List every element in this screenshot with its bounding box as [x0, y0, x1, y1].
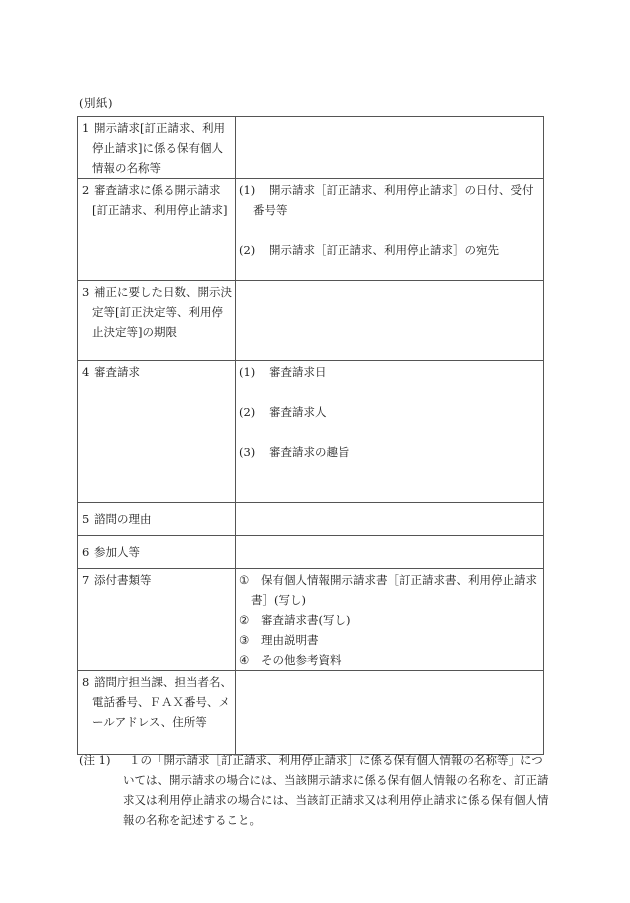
row-value-cell[interactable] — [236, 536, 544, 569]
row-label: 審査請求 — [94, 365, 140, 379]
row-number: 2 — [82, 183, 90, 197]
sub-item: (1) 審査請求日 — [239, 365, 327, 379]
table-row — [78, 361, 544, 503]
row-number: 3 — [82, 285, 90, 299]
row-number: 7 — [82, 573, 90, 587]
row-value-cell[interactable] — [236, 361, 544, 503]
sub-item: (3) 審査請求の趣旨 — [239, 445, 350, 459]
attachment-item: ③ 理由説明書 — [239, 633, 319, 647]
row-label: 諮問庁担当課、担当者名、電話番号、ＦＡＸ番号、メールアドレス、住所等 — [92, 675, 232, 729]
sub-item: (1) 開示請求［訂正請求、利用停止請求］の日付、受付番号等 — [239, 183, 534, 217]
row-value-cell[interactable] — [236, 671, 544, 755]
row-label: 諮問の理由 — [94, 512, 152, 526]
row-number: 5 — [82, 512, 90, 526]
row-label-cell — [78, 503, 236, 536]
row-number: 1 — [82, 121, 90, 135]
row-label-cell — [78, 361, 236, 503]
row-label-cell — [78, 117, 236, 179]
sub-item: (2) 審査請求人 — [239, 405, 327, 419]
row-label-cell — [78, 179, 236, 281]
row-label-cell — [78, 671, 236, 755]
table-row — [78, 117, 544, 179]
row-value-cell[interactable] — [236, 503, 544, 536]
table-row — [78, 536, 544, 569]
row-label: 開示請求[訂正請求、利用停止請求]に係る保有個人情報の名称等 — [92, 121, 225, 175]
row-value-cell[interactable] — [236, 179, 544, 281]
footnote-label: (注 1) — [79, 753, 111, 767]
table-row — [78, 281, 544, 361]
row-number: 8 — [82, 675, 90, 689]
row-value-cell[interactable] — [236, 117, 544, 179]
sub-item: (2) 開示請求［訂正請求、利用停止請求］の宛先 — [239, 243, 499, 257]
row-value-cell[interactable] — [236, 569, 544, 671]
attachment-label: (別紙) — [79, 96, 113, 110]
footnote — [79, 750, 549, 830]
row-label-cell — [78, 536, 236, 569]
row-label: 参加人等 — [94, 545, 140, 559]
row-label: 添付書類等 — [94, 573, 152, 587]
table-row — [78, 569, 544, 671]
row-label-cell — [78, 569, 236, 671]
row-number: 6 — [82, 545, 90, 559]
attachment-item: ① 保有個人情報開示請求書［訂正請求書、利用停止請求書］(写し) — [239, 573, 537, 607]
row-number: 4 — [82, 365, 90, 379]
table-row — [78, 503, 544, 536]
row-label-cell — [78, 281, 236, 361]
table-row — [78, 671, 544, 755]
row-value-cell[interactable] — [236, 281, 544, 361]
row-label: 審査請求に係る開示請求[訂正請求、利用停止請求] — [92, 183, 228, 217]
footnote-text: １の「開示請求［訂正請求、利用停止請求］に係る保有個人情報の名称等」については、開示請求の場合には、当該開示請求に係る保有個人情報の名称を、訂正請求又は利用停止請求の場合には、当該訂正請求又は利用停止請求に係る保有個人情報の名称を記述すること。 — [123, 753, 549, 827]
consultation-form-table — [77, 116, 544, 755]
attachment-item: ④ その他参考資料 — [239, 653, 342, 667]
row-label: 補正に要した日数、開示決定等[訂正決定等、利用停止決定等]の期限 — [92, 285, 232, 339]
attachment-item: ② 審査請求書(写し) — [239, 613, 351, 627]
table-row — [78, 179, 544, 281]
